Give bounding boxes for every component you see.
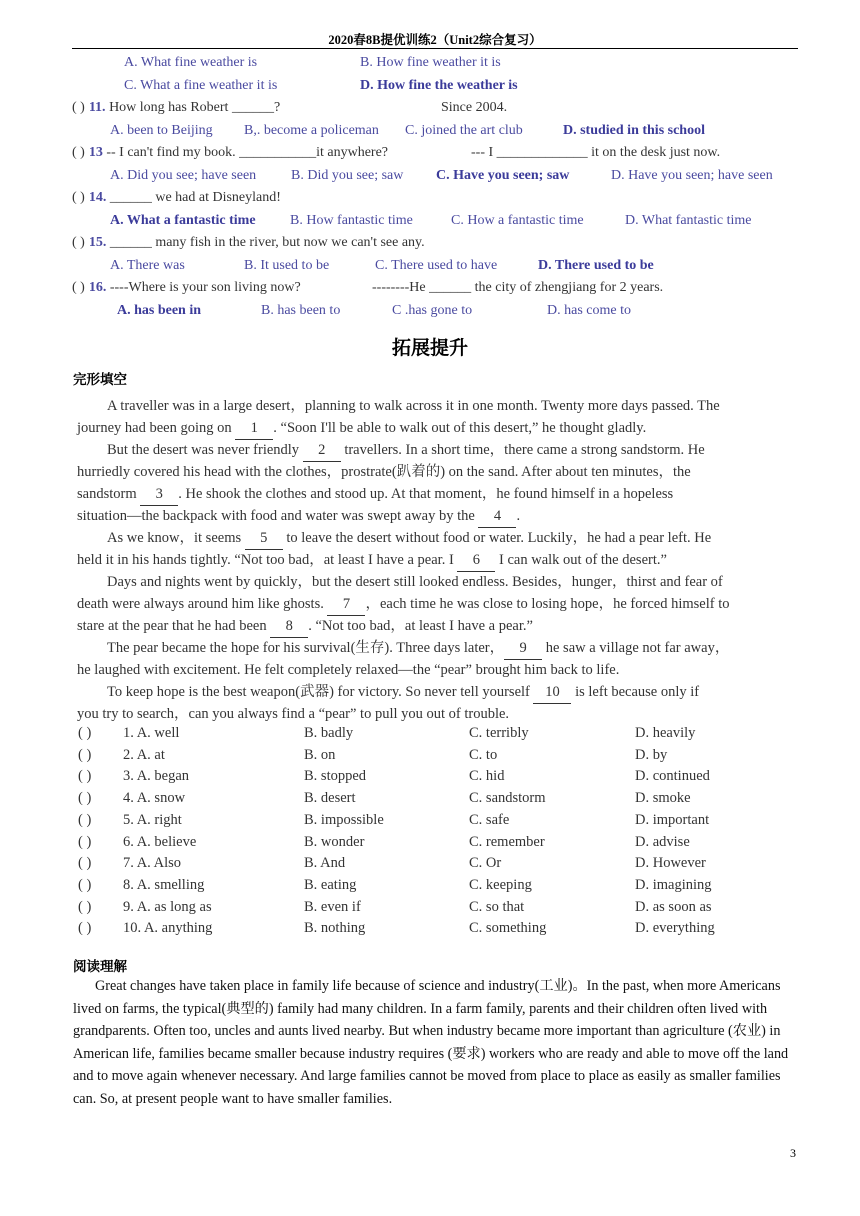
cloze-text: held it in his hands tightly. “Not too bad，at least I have a pear. I xyxy=(77,552,458,568)
question-line xyxy=(72,279,301,297)
question-reply: --- I _____________ it on the desk just now. xyxy=(471,145,721,160)
option-4-1: B. has been to xyxy=(261,303,341,318)
answer-paren: ( ) xyxy=(72,190,85,205)
option-4-0: A. has been in xyxy=(117,303,202,318)
cloze-option-b: B. eating xyxy=(304,876,357,893)
cloze-text: hurriedly covered his head with the clothes，prostrate(趴着的) on the sand. After about ten minutes，the xyxy=(77,464,691,480)
option-3-0: A. There was xyxy=(110,258,185,273)
cloze-text: he saw a village not far away， xyxy=(542,640,730,656)
question-stem: ______ many fish in the river, but now we can't see any. xyxy=(106,235,425,250)
cloze-line xyxy=(77,593,729,616)
cloze-option-a: 5. A. right xyxy=(123,811,182,828)
cloze-text: . He shook the clothes and stood up. At that moment，he found himself in a hopeless xyxy=(178,486,674,502)
cloze-option-b: B. wonder xyxy=(304,833,365,850)
cloze-option-c: C. to xyxy=(469,746,498,763)
option-q10-1: B. How fine weather it is xyxy=(360,55,501,70)
option-3-3: D. There used to be xyxy=(538,258,654,273)
option-4-3: D. has come to xyxy=(547,303,631,318)
option-2-3: D. What fantastic time xyxy=(625,213,752,228)
cloze-line xyxy=(77,659,619,681)
cloze-title: 完形填空 xyxy=(73,372,127,388)
cloze-option-a: 7. A. Also xyxy=(123,855,182,872)
cloze-option-paren: ( ) xyxy=(78,876,92,893)
section-title: 拓展提升 xyxy=(391,337,468,359)
answer-paren: ( ) xyxy=(72,100,85,115)
cloze-option-b: B. nothing xyxy=(304,920,366,937)
cloze-text: sandstorm xyxy=(77,486,141,502)
cloze-line xyxy=(77,615,533,638)
question-line xyxy=(72,144,388,162)
cloze-option-a: 8. A. smelling xyxy=(123,876,205,893)
cloze-text: . xyxy=(273,420,277,436)
cloze-option-paren: ( ) xyxy=(78,920,92,937)
cloze-line xyxy=(107,439,705,462)
cloze-option-a: 3. A. began xyxy=(123,768,190,785)
option-4-2: C .has gone to xyxy=(392,303,473,318)
answer-paren: ( ) xyxy=(72,145,85,160)
cloze-option-b: B. on xyxy=(304,746,336,763)
cloze-option-c: C. something xyxy=(469,920,547,937)
option-0-0: A. been to Beijing xyxy=(110,123,213,138)
cloze-option-c: C. Or xyxy=(469,855,502,872)
cloze-text: But the desert was never friendly xyxy=(107,442,303,458)
option-2-0: A. What a fantastic time xyxy=(110,213,256,228)
cloze-text: he laughed with excitement. He felt completely relaxed—the “pear” brought him back to life. xyxy=(77,662,620,678)
cloze-option-a: 10. A. anything xyxy=(123,920,213,937)
answer-paren: ( ) xyxy=(72,280,85,295)
cloze-text: stare at the pear that he had been xyxy=(77,618,271,634)
cloze-blank-6: 6 xyxy=(457,549,495,572)
question-stem: ______ we had at Disneyland! xyxy=(106,190,281,205)
option-3-1: B. It used to be xyxy=(244,258,330,273)
question-stem: ----Where is your son living now? xyxy=(106,280,301,295)
cloze-option-c: C. safe xyxy=(469,811,510,828)
cloze-option-b: B. even if xyxy=(304,898,361,915)
cloze-line xyxy=(77,505,520,528)
cloze-blank-8: 8 xyxy=(270,615,308,638)
cloze-option-d: D. smoke xyxy=(635,790,691,807)
cloze-text: travellers. In a short time，there came a strong sandstorm. He xyxy=(340,442,705,458)
question-number: 11. xyxy=(88,100,106,115)
cloze-text: To keep hope is the best weapon(武器) for victory. So never tell yourself xyxy=(107,684,534,700)
cloze-option-a: 4. A. snow xyxy=(123,790,186,807)
question-reply: Since 2004. xyxy=(441,100,508,115)
cloze-blank-7: 7 xyxy=(327,593,365,616)
reading-paragraph: Great changes have taken place in family life because of science and industry(工业)。In the past, when more Americans lived on farms, the typical(典型的) family had many children. In a farm family, parents and their children often lived with grandparents. Often too, uncles and aunts lived nearby. But when industry became more important than agriculture (农业) in American life, families became smaller because industry requires (要求) workers who are ready and able to move off the land and to move again whenever necessary. And large families cannot be moved from place to place as easily as smaller families can. So, at present people want to have smaller families. xyxy=(73,978,789,1107)
cloze-option-a: 6. A. believe xyxy=(123,833,197,850)
cloze-option-d: D. continued xyxy=(635,768,710,785)
cloze-line xyxy=(107,681,699,704)
cloze-option-b: B. And xyxy=(304,855,346,872)
cloze-option-b: B. desert xyxy=(304,790,356,807)
cloze-line xyxy=(77,483,673,506)
cloze-blank-10: 10 xyxy=(533,681,571,704)
cloze-option-d: D. everything xyxy=(635,920,715,937)
cloze-option-d: D. by xyxy=(635,746,668,763)
cloze-text: The pear became the hope for his survival(生存). Three days later， xyxy=(107,640,505,656)
cloze-text: death were always around him like ghosts. xyxy=(77,596,328,612)
cloze-option-d: D. However xyxy=(635,855,706,872)
cloze-line xyxy=(107,637,729,660)
cloze-option-d: D. advise xyxy=(635,833,690,850)
question-line xyxy=(72,99,280,117)
cloze-option-a: 2. A. at xyxy=(123,746,165,763)
cloze-option-d: D. as soon as xyxy=(635,898,712,915)
cloze-text: situation—the backpack with food and water was swept away by the xyxy=(77,508,479,524)
cloze-text: “Soon I'll be able to walk out of this desert,” he thought gladly. xyxy=(276,420,647,436)
cloze-line xyxy=(107,571,723,593)
cloze-line xyxy=(77,703,509,725)
option-2-2: C. How a fantastic time xyxy=(451,213,584,228)
option-q10-0: A. What fine weather is xyxy=(124,55,258,70)
option-0-3: D. studied in this school xyxy=(563,123,705,138)
page-header: 2020春8B提优训练2（Unit2综合复习） xyxy=(328,33,542,47)
cloze-option-paren: ( ) xyxy=(78,790,92,807)
cloze-option-c: C. hid xyxy=(469,768,505,785)
question-number: 13 xyxy=(88,145,103,160)
question-stem: How long has Robert ______? xyxy=(105,100,281,115)
question-number: 16. xyxy=(88,280,107,295)
cloze-line xyxy=(77,461,691,483)
option-1-0: A. Did you see; have seen xyxy=(110,168,257,183)
cloze-option-d: D. heavily xyxy=(635,725,696,741)
question-line xyxy=(72,234,425,252)
cloze-line xyxy=(77,417,646,440)
cloze-option-a: 1. A. well xyxy=(123,725,180,741)
option-1-2: C. Have you seen; saw xyxy=(436,168,570,183)
cloze-blank-9: 9 xyxy=(504,637,542,660)
cloze-option-b: B. badly xyxy=(304,725,354,741)
question-stem: -- I can't find my book. ___________it anywhere? xyxy=(102,145,389,160)
cloze-text: As we know，it seems xyxy=(107,530,245,546)
cloze-text: Days and nights went by quickly，but the desert still looked endless. Besides，hunger，thirst and fear of xyxy=(107,574,723,590)
cloze-text: to leave the desert without food or water. Luckily，he had a pear left. He xyxy=(282,530,712,546)
cloze-option-paren: ( ) xyxy=(78,746,92,763)
cloze-blank-5: 5 xyxy=(245,527,283,550)
cloze-option-d: D. important xyxy=(635,811,710,828)
cloze-option-b: B. impossible xyxy=(304,811,384,828)
cloze-option-d: D. imagining xyxy=(635,876,712,893)
question-number: 15. xyxy=(88,235,107,250)
header-divider xyxy=(72,48,798,49)
cloze-option-c: C. sandstorm xyxy=(469,790,546,807)
cloze-option-paren: ( ) xyxy=(78,768,92,785)
question-reply: --------He ______ the city of zhengjiang for 2 years. xyxy=(372,280,664,295)
reading-title: 阅读理解 xyxy=(73,959,127,975)
cloze-line xyxy=(107,527,711,550)
option-3-2: C. There used to have xyxy=(375,258,498,273)
option-q10-2: C. What a fine weather it is xyxy=(124,78,278,93)
cloze-option-c: C. keeping xyxy=(469,876,532,893)
cloze-line xyxy=(107,395,720,417)
cloze-option-c: C. so that xyxy=(469,898,525,915)
cloze-text: journey had been going on xyxy=(77,420,236,436)
cloze-option-paren: ( ) xyxy=(78,833,92,850)
cloze-option-b: B. stopped xyxy=(304,768,367,785)
answer-paren: ( ) xyxy=(72,235,85,250)
option-0-1: B,. become a policeman xyxy=(244,123,379,138)
cloze-text: . xyxy=(516,508,521,524)
option-1-3: D. Have you seen; have seen xyxy=(611,168,773,183)
option-1-1: B. Did you see; saw xyxy=(291,168,404,183)
cloze-option-paren: ( ) xyxy=(78,811,92,828)
cloze-blank-4: 4 xyxy=(478,505,516,528)
option-2-1: B. How fantastic time xyxy=(290,213,413,228)
cloze-text: . “Not too bad，at least I have a pear.” xyxy=(308,618,533,634)
cloze-option-paren: ( ) xyxy=(78,898,92,915)
cloze-option-paren: ( ) xyxy=(78,855,92,872)
cloze-text: is left because only if xyxy=(571,684,700,700)
cloze-option-c: C. terribly xyxy=(469,725,529,741)
page-number: 3 xyxy=(790,1146,796,1160)
cloze-text: I can walk out of the desert.” xyxy=(495,552,667,568)
cloze-blank-3: 3 xyxy=(140,483,178,506)
cloze-blank-1: 1 xyxy=(235,417,273,440)
cloze-text: ，each time he was close to losing hope，he forced himself to xyxy=(365,596,730,612)
cloze-blank-2: 2 xyxy=(303,439,341,462)
cloze-option-c: C. remember xyxy=(469,833,545,850)
question-number: 14. xyxy=(88,190,107,205)
option-0-2: C. joined the art club xyxy=(405,123,523,138)
cloze-option-a: 9. A. as long as xyxy=(123,898,212,915)
option-q10-3: D. How fine the weather is xyxy=(360,78,518,93)
cloze-text: A traveller was in a large desert，planning to walk across it in one month. Twenty more days passed. The xyxy=(107,398,720,414)
cloze-line xyxy=(77,549,667,572)
cloze-option-paren: ( ) xyxy=(78,725,92,741)
cloze-text: you try to search，can you always find a “pear” to pull you out of trouble. xyxy=(77,706,510,722)
question-line xyxy=(72,189,281,207)
